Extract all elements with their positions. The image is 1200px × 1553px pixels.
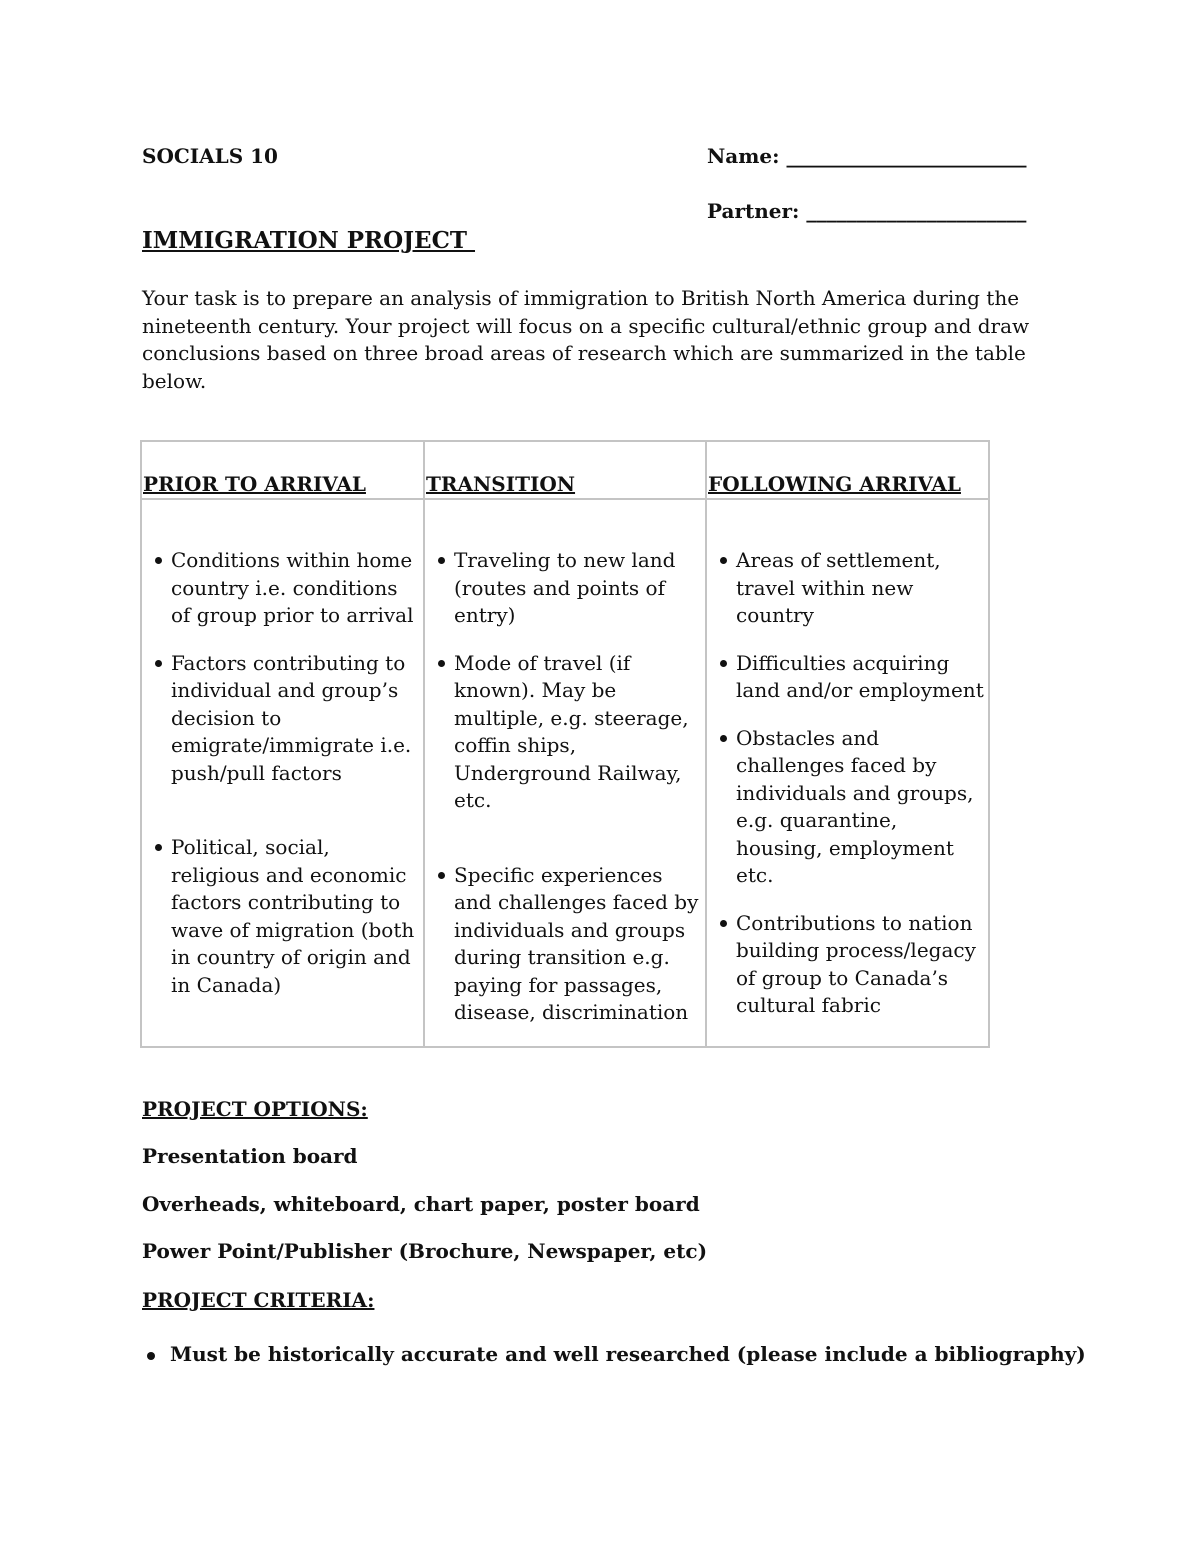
list-item: [142, 650, 422, 788]
list-item: [707, 910, 988, 1020]
column-heading-following: FOLLOWING ARRIVAL: [708, 472, 961, 496]
column-transition-list: [425, 547, 703, 1027]
list-item-text: Areas of settlement, travel within new country: [736, 548, 941, 627]
list-item-text: Political, social, religious and economic factors contributing to wave of migration (both in country of origin and in Canada): [171, 835, 415, 997]
list-item-text: Contributions to nation building process/legacy of group to Canada’s cultural fabric: [736, 910, 976, 1017]
intro-line: Your task is to prepare an analysis of immigration to British North America during the: [142, 286, 1020, 310]
column-prior-list: [142, 547, 422, 999]
bullet-icon: [720, 557, 727, 564]
option-item: Presentation board: [142, 1144, 358, 1168]
project-options-heading: PROJECT OPTIONS:: [142, 1097, 368, 1121]
list-item-text: Difficulties acquiring land and/or employment: [736, 650, 984, 702]
bullet-icon: [147, 1352, 155, 1360]
list-item: [707, 725, 988, 890]
option-item: Power Point/Publisher (Brochure, Newspaper, etc): [142, 1239, 708, 1263]
list-item-text: Conditions within home country i.e. conditions of group prior to arrival: [171, 548, 414, 627]
name-field: Name: ________________________: [707, 144, 1027, 168]
list-item: [142, 547, 422, 630]
intro-line: below.: [142, 368, 207, 393]
research-table: [140, 440, 990, 1048]
partner-field: Partner: ______________________: [707, 199, 1027, 223]
list-item-text: Traveling to new land (routes and points of entry): [454, 548, 676, 627]
bullet-icon: [720, 735, 727, 742]
list-item-text: Obstacles and challenges faced by individuals and groups, e.g. quarantine, housing, employment etc.: [736, 725, 974, 887]
project-criteria-heading: PROJECT CRITERIA:: [142, 1288, 375, 1312]
bullet-icon: [155, 557, 162, 564]
column-following-list: [707, 547, 988, 1020]
bullet-icon: [720, 920, 727, 927]
list-item-text: Specific experiences and challenges faced by individuals and groups during transition e.g. paying for passages, disease, discrimination: [454, 862, 699, 1024]
bullet-icon: [720, 660, 727, 667]
bullet-icon: [155, 660, 162, 667]
list-item: [142, 834, 422, 999]
intro-paragraph: [142, 285, 1042, 395]
column-heading-prior: PRIOR TO ARRIVAL: [143, 472, 366, 496]
criteria-item: [142, 1342, 1086, 1366]
bullet-icon: [438, 872, 445, 879]
intro-line: nineteenth century. Your project will focus on a specific cultural/ethnic group and draw: [142, 313, 1030, 338]
list-item: [425, 650, 703, 815]
option-item: Overheads, whiteboard, chart paper, poster board: [142, 1192, 700, 1216]
bullet-icon: [155, 844, 162, 851]
page-title: IMMIGRATION PROJECT: [142, 227, 476, 254]
list-item-text: Mode of travel (if known). May be multiple, e.g. steerage, coffin ships, Underground Railway, etc.: [454, 650, 689, 812]
list-item-text: Factors contributing to individual and group’s decision to emigrate/immigrate i.e. push/pull factors: [171, 650, 412, 785]
list-item: [425, 547, 703, 630]
list-item: [707, 650, 988, 705]
column-heading-transition: TRANSITION: [426, 472, 576, 496]
intro-line: conclusions based on three broad areas of research which are summarized in the table: [142, 341, 1026, 365]
bullet-icon: [438, 557, 445, 564]
bullet-icon: [438, 660, 445, 667]
list-item: [425, 862, 703, 1027]
list-item: [707, 547, 988, 630]
criteria-item-text: Must be historically accurate and well researched (please include a bibliography): [170, 1342, 1086, 1366]
course-title: SOCIALS 10: [142, 144, 278, 168]
